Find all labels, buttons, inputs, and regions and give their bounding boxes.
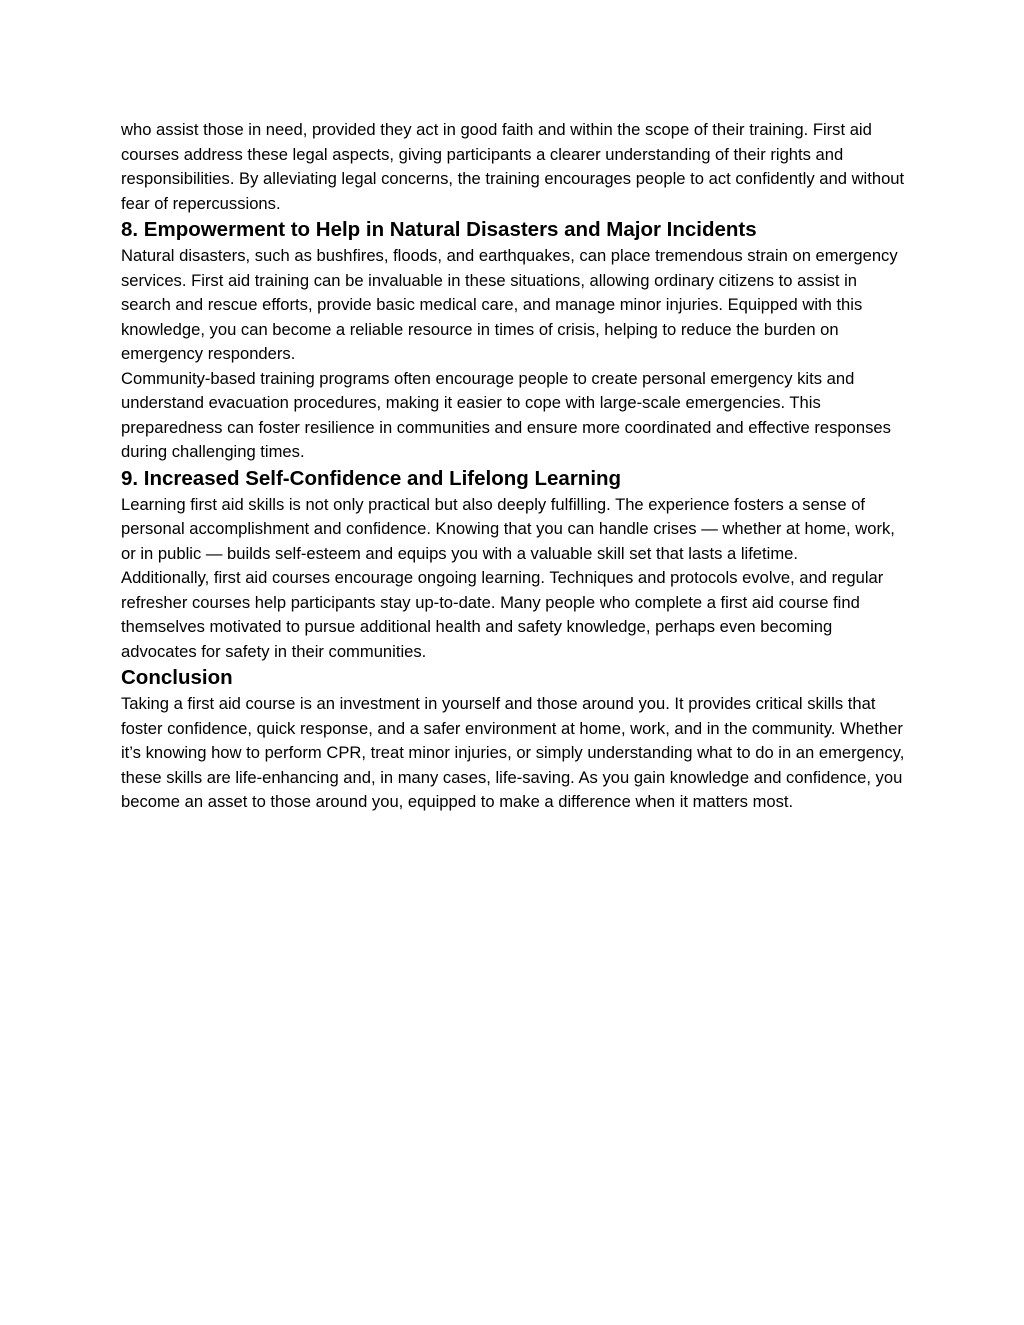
paragraph-self-confidence-2: Additionally, first aid courses encourage ongoing learning. Techniques and protocols evolve, and regular refresher courses help participants stay up-to-date. Many people who complete a first aid course find themselves motivated to pursue additional health and safety knowledge, perhaps even becoming advocates for safety in their communities. [121,568,884,661]
section-heading-self-confidence: 9. Increased Self-Confidence and Lifelong Learning [121,466,622,490]
paragraph-conclusion: Taking a first aid course is an investment in yourself and those around you. It provides critical skills that foster confidence, quick response, and a safer environment at home, work, and in the community. Whether it’s knowing how to perform CPR, treat minor injuries, or simply understanding what to do in an emergency, these skills are life-enhancing and, in many cases, life-saving. As you gain knowledge and confidence, you become an asset to those around you, equipped to make a difference when it matters most. [121,694,905,811]
intro-paragraph: who assist those in need, provided they act in good faith and within the scope of their training. First aid courses address these legal aspects, giving participants a clearer understanding of their rights and responsibilities. By alleviating legal concerns, the training encourages people to act confidently and without fear of repercussions. [121,120,905,213]
paragraph-self-confidence-1: Learning first aid skills is not only practical but also deeply fulfilling. The experience fosters a sense of personal accomplishment and confidence. Knowing that you can handle crises — whether at home, work, or in public — builds self-esteem and equips you with a valuable skill set that lasts a lifetime. [121,494,895,563]
section-heading-natural-disasters: 8. Empowerment to Help in Natural Disasters and Major Incidents [121,218,757,241]
paragraph-natural-disasters-2: Community-based training programs often encourage people to create personal emergency kits and understand evacuation procedures, making it easier to cope with large-scale emergencies. This preparedness can foster resilience in communities and ensure more coordinated and effective responses during challenging times. [121,368,891,461]
document-page [121,118,911,815]
section-heading-conclusion: Conclusion [121,666,233,689]
paragraph-natural-disasters-1: Natural disasters, such as bushfires, floods, and earthquakes, can place tremendous strain on emergency services. First aid training can be invaluable in these situations, allowing ordinary citizens to assist in search and rescue efforts, provide basic medical care, and manage minor injuries. Equipped with this knowledge, you can become a reliable resource in times of crisis, helping to reduce the burden on emergency responders. [121,246,898,363]
